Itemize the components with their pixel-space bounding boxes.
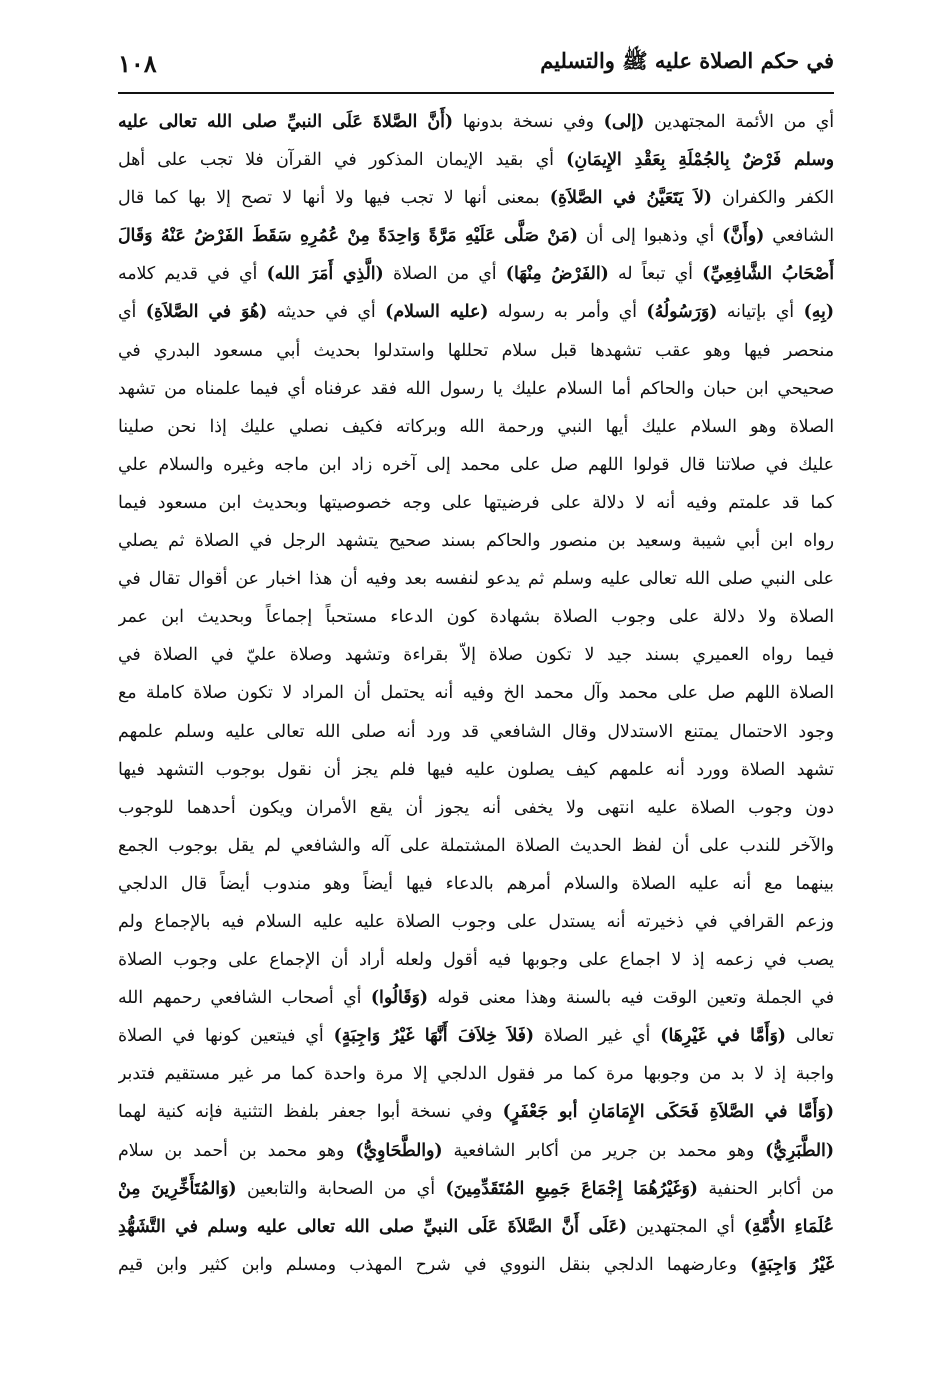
quoted-matn-text: (أَنَّ الصَّلاةَ عَلَى النبيِّ صلى الله تعالى عليه	[118, 112, 454, 132]
text-line	[118, 979, 834, 1017]
quoted-matn-text: (بِهِ)	[803, 302, 834, 323]
text-line	[118, 865, 834, 903]
text-line	[118, 1132, 834, 1170]
commentary-text: أي تبعاً له	[608, 264, 703, 285]
text-line	[118, 598, 834, 636]
quoted-matn-text: (عليه السلام)	[385, 302, 489, 323]
commentary-text: الصلاة ولا دلالة على وجوب الصلاة بشهادة كون الدعاء مستحباً إجماعاً وبحديث ابن عمر	[118, 607, 834, 628]
commentary-text: أي وأمر به رسوله	[488, 302, 647, 323]
text-line	[118, 1246, 834, 1284]
page-number: ١٠٨	[118, 48, 157, 78]
quoted-matn-text: (وَغَيْرُهُمَا إِجْمَاعَ جَمِيعِ المُتَقَدِّمِينَ)	[445, 1178, 698, 1199]
commentary-text: صحيحي ابن حبان والحاكم أما السلام عليك يا رسول الله فقد عرفناه أي فيما علمناه من تشهد	[118, 378, 834, 399]
commentary-text: أي من الصلاة	[383, 264, 506, 285]
commentary-text: الشافعي	[764, 226, 834, 247]
text-line	[118, 446, 834, 484]
commentary-text: الصلاة وهو السلام عليك أيها النبي ورحمة الله وبركاته فكيف نصلي عليك إذا نحن صلينا	[118, 416, 834, 437]
commentary-text: وفي نسخة بدونها	[453, 112, 604, 132]
quoted-matn-text: (وَرَسُولُهُ)	[646, 302, 718, 323]
header-divider	[118, 92, 834, 94]
text-line	[118, 370, 834, 408]
text-line	[118, 903, 834, 941]
commentary-text: بمعنى أنها لا تجب فيها ولا أنها لا تصح إلا بها كما قال	[118, 188, 550, 209]
commentary-text: على النبي صلى الله تعالى عليه وسلم ثم يدعو لنفسه بعد وفيه أن هذا اخبار عن أقوال تقال في	[118, 569, 834, 590]
text-line	[118, 751, 834, 789]
commentary-text: أي في حديثه	[267, 302, 386, 323]
text-line	[118, 332, 834, 370]
commentary-text: أي من الأئمة المجتهدين	[644, 112, 834, 132]
commentary-text: وعارضهما الدلجي بنقل النووي في شرح المهذب ومسلم وابن كثير وابن قيم	[118, 1254, 751, 1275]
quoted-matn-text: عُلَمَاءِ الأُمَّةِ)	[743, 1216, 834, 1237]
quoted-matn-text: (الطَّبَرِيُّ)	[765, 1140, 834, 1161]
commentary-text: أي فيتعين كونها في الصلاة	[118, 1026, 334, 1047]
commentary-text: أي	[118, 302, 146, 323]
commentary-text: تشهد الصلاة وورد أنه علمهم كيف يصلون عليه فيها فلم يجز أن نقول بوجوب التشهد فيها	[118, 759, 834, 780]
quoted-matn-text: (والطَّحَاوِيُّ)	[355, 1140, 443, 1161]
text-line	[118, 789, 834, 827]
commentary-text: يصب في زعمه إذ لا اجماع على وجوبها فيه أقول ولعله أراد أن الإجماع على وجوب الصلاة	[118, 950, 834, 971]
text-line	[118, 674, 834, 712]
commentary-text: دون وجوب الصلاة عليه انتهى ولا يخفى أنه يجوز أن يقع الأمران ويكون أحدهما للوجوب	[118, 797, 834, 818]
commentary-text: بينهما مع أنه عليه الصلاة والسلام أمرهم بالدعاء فيها أيضاً وهو مندوب أيضاً قال الدلجي	[118, 873, 834, 894]
text-line	[118, 217, 834, 255]
commentary-text: وزعم القرافي في ذخيرته أنه يستدل على وجوب الصلاة عليه عليه السلام فيه بالإجماع ولم	[118, 911, 834, 932]
quoted-matn-text: (مَنْ صَلَّى عَلَيْهِ مَرَّةً وَاحِدَةً مِنْ عُمُرِهِ سَقَطَ الفَرْضُ عَنْهُ وَقَالَ	[118, 226, 578, 247]
commentary-text: والآخر للندب على أن لفظ الحديث الصلاة المشتملة على آله والشافعي لم يقل بوجوب الجمع	[118, 835, 834, 856]
commentary-text: أي أصحاب الشافعي رحمهم الله	[118, 988, 371, 1009]
commentary-text: أي في قديم كلامه	[118, 264, 267, 285]
quoted-matn-text: (الَّذِي أَمَرَ الله)	[266, 264, 384, 285]
commentary-text: أي من الصحابة والتابعين	[236, 1178, 446, 1199]
text-line	[118, 560, 834, 598]
commentary-text: منحصر فيها وهو عقب تشهدها قبل سلام تحللها واستدلوا بحديث أبي مسعود البدري في	[118, 340, 834, 361]
text-line	[118, 522, 834, 560]
text-line	[118, 1208, 834, 1246]
quoted-matn-text: غَيْرُ وَاجِبَةٍ)	[750, 1254, 834, 1275]
commentary-text: أي غير الصلاة	[534, 1026, 661, 1047]
text-line	[118, 1017, 834, 1055]
quoted-matn-text: (لاَ يَتَعَيَّنُ في الصَّلاَةِ)	[549, 188, 712, 209]
quoted-matn-text: (الفَرْضُ مِنْهَا)	[505, 264, 609, 285]
quoted-matn-text: (إلى)	[603, 112, 645, 132]
body-text	[118, 103, 834, 1284]
quoted-matn-text: (وَأَمَّا في غَيْرِهَا)	[660, 1026, 786, 1047]
commentary-text: رواه ابن أبي شيبة وسعيد بن منصور والحاكم بسند صحيح يتشهد الرجل في الصلاة ثم يصلي	[118, 531, 834, 552]
text-line	[118, 636, 834, 674]
commentary-text: أي بإتيانه	[717, 302, 804, 323]
text-line	[118, 1170, 834, 1208]
text-line	[118, 1055, 834, 1093]
text-line	[118, 1093, 834, 1131]
quoted-matn-text: (هُوَ في الصَّلاَةِ)	[145, 302, 268, 323]
quoted-matn-text: وسلم فَرْضٌ بِالجُمْلَةِ بِعَقْدِ الإِيمَانِ)	[566, 150, 834, 171]
text-line	[118, 827, 834, 865]
quoted-matn-text: (وأَنَّ)	[722, 226, 765, 247]
commentary-text: في الجملة وتعين الوقت فيه بالسنة وهذا معنى قوله	[428, 988, 834, 1009]
commentary-text: أي بقيد الإيمان المذكور في القرآن فلا تجب على أهل	[118, 150, 567, 171]
quoted-matn-text: (وَالمُتَأَخِّرِينَ مِنْ	[118, 1178, 237, 1199]
commentary-text: أي وذهبوا إلى أن	[577, 226, 723, 247]
commentary-text: الكفر والكفران	[711, 188, 834, 209]
commentary-text: فيما رواه العميري بسند جيد لا تكون صلاة إلاّ بقراءة وتشهد وصلاة عليّ في الصلاة في	[118, 645, 834, 666]
running-header-title: في حكم الصلاة عليه ﷺ والتسليم	[540, 47, 834, 73]
text-line	[118, 141, 834, 179]
quoted-matn-text: (وَقَالُوا)	[370, 988, 429, 1009]
text-line	[118, 408, 834, 446]
text-line	[118, 293, 834, 331]
text-line	[118, 713, 834, 751]
quoted-matn-text: (فَلاَ خِلاَفَ أَنَّهَا غَيْرُ وَاجِبَةٍ)	[333, 1026, 535, 1047]
commentary-text: واجبة إذ لا بد من وجوبها مرة كما مر فقول الدلجي إلا مرة واحدة كما مر غير مستقيم فتدبر	[118, 1064, 834, 1085]
commentary-text: وهو محمد بن جرير من أكابر الشافعية	[442, 1140, 766, 1161]
text-line	[118, 103, 834, 141]
commentary-text: وجود الاحتمال يمتنع الاستدلال وقال الشافعي قد ورد أنه صلى الله تعالى عليه وسلم علمهم	[118, 721, 834, 742]
text-line	[118, 941, 834, 979]
text-line	[118, 255, 834, 293]
commentary-text: الصلاة اللهم صل على محمد وآل محمد الخ وفيه أنه يحتمل أن المراد لا تكون صلاة كاملة مع	[118, 683, 834, 704]
commentary-text: عليك في صلاتنا قال قولوا اللهم صل على محمد إلى آخره زاد ابن ماجه وغيره والسلام علي	[118, 454, 834, 475]
quoted-matn-text: (عَلَى أَنَّ الصَّلاَةَ عَلَى النبيِّ صلى الله تعالى عليه وسلم في التَّشَهُّدِ	[118, 1216, 628, 1237]
commentary-text: وهو محمد بن أحمد بن سلام	[118, 1140, 356, 1161]
commentary-text: من أكابر الحنفية	[698, 1178, 834, 1199]
text-line	[118, 484, 834, 522]
text-line	[118, 179, 834, 217]
page-header	[118, 38, 834, 88]
quoted-matn-text: (وَأَمَّا في الصَّلاَةِ فَحَكَى الإِمَامَانِ أبو جَعْفَرٍ)	[502, 1102, 834, 1123]
commentary-text: تعالى	[786, 1026, 834, 1047]
commentary-text: وفي نسخة أبوا جعفر بلفظ التثنية فإنه كنية لهما	[118, 1102, 503, 1123]
quoted-matn-text: أَصْحَابُ الشَّافِعِيِّ)	[702, 264, 834, 285]
commentary-text: كما قد علمتم وفيه أنه لا دلالة على فرضيتها على وجه خصوصيتها وبحديث ابن مسعود فيما	[118, 492, 834, 513]
commentary-text: أي المجتهدين	[627, 1216, 744, 1237]
